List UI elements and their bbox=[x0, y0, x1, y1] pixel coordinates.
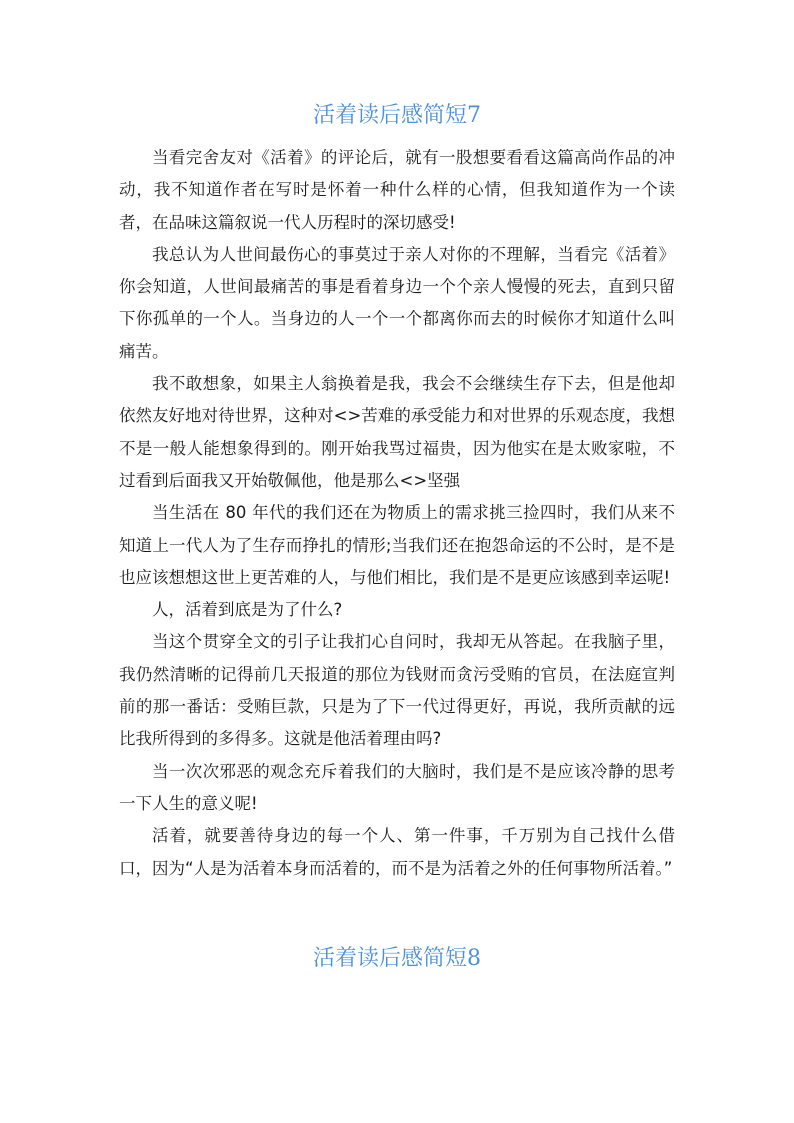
essay-body bbox=[119, 142, 675, 885]
paragraph-7: 当一次次邪恶的观念充斥着我们的大脑时，我们是不是应该冷静的思考一下人生的意义呢! bbox=[119, 761, 675, 813]
paragraph-4: 当生活在 80 年代的我们还在为物质上的需求挑三捡四时，我们从来不知道上一代人为了生存而挣扎的情形;当我们还在抱怨命运的不公时，是不是也应该想想这世上更苦难的人，与他们相比，我们是不是更应该感到幸运呢! bbox=[119, 503, 675, 587]
section-title-7: 活着读后感简短7 bbox=[313, 103, 481, 128]
paragraph-5: 人，活着到底是为了什么? bbox=[152, 600, 343, 620]
paragraph-2: 我总认为人世间最伤心的事莫过于亲人对你的不理解，当看完《活着》你会知道，人世间最痛苦的事是看着身边一个个亲人慢慢的死去，直到只留下你孤单的一个人。当身边的人一个一个都离你而去的时候你才知道什么叫痛苦。 bbox=[119, 244, 675, 361]
paragraph-1: 当看完舍友对《活着》的评论后，就有一股想要看看这篇高尚作品的冲动，我不知道作者在写时是怀着一种什么样的心情，但我知道作为一个读者，在品味这篇叙说一代人历程时的深切感受! bbox=[119, 148, 675, 232]
paragraph-3: 我不敢想象，如果主人翁换着是我，我会不会继续生存下去，但是他却依然友好地对待世界，这种对<>苦难的承受能力和对世界的乐观态度，我想不是一般人能想象得到的。刚开始我骂过福贵，因为他实在是太败家啦，不过看到后面我又开始敬佩他，他是那么<>坚强 bbox=[119, 374, 675, 490]
paragraph-8: 活着，就要善待身边的每一个人、第一件事，千万别为自己找什么借口，因为“人是为活着本身而活着的，而不是为活着之外的任何事物所活着。” bbox=[119, 826, 675, 878]
paragraph-6: 当这个贯穿全文的引子让我扪心自问时，我却无从答起。在我脑子里，我仍然清晰的记得前几天报道的那位为钱财而贪污受贿的官员，在法庭宣判前的那一番话：受贿巨款，只是为了下一代过得更好，再说，我所贡献的远比我所得到的多得多。这就是他活着理由吗? bbox=[119, 632, 675, 749]
section-title-8: 活着读后感简短8 bbox=[313, 946, 481, 971]
